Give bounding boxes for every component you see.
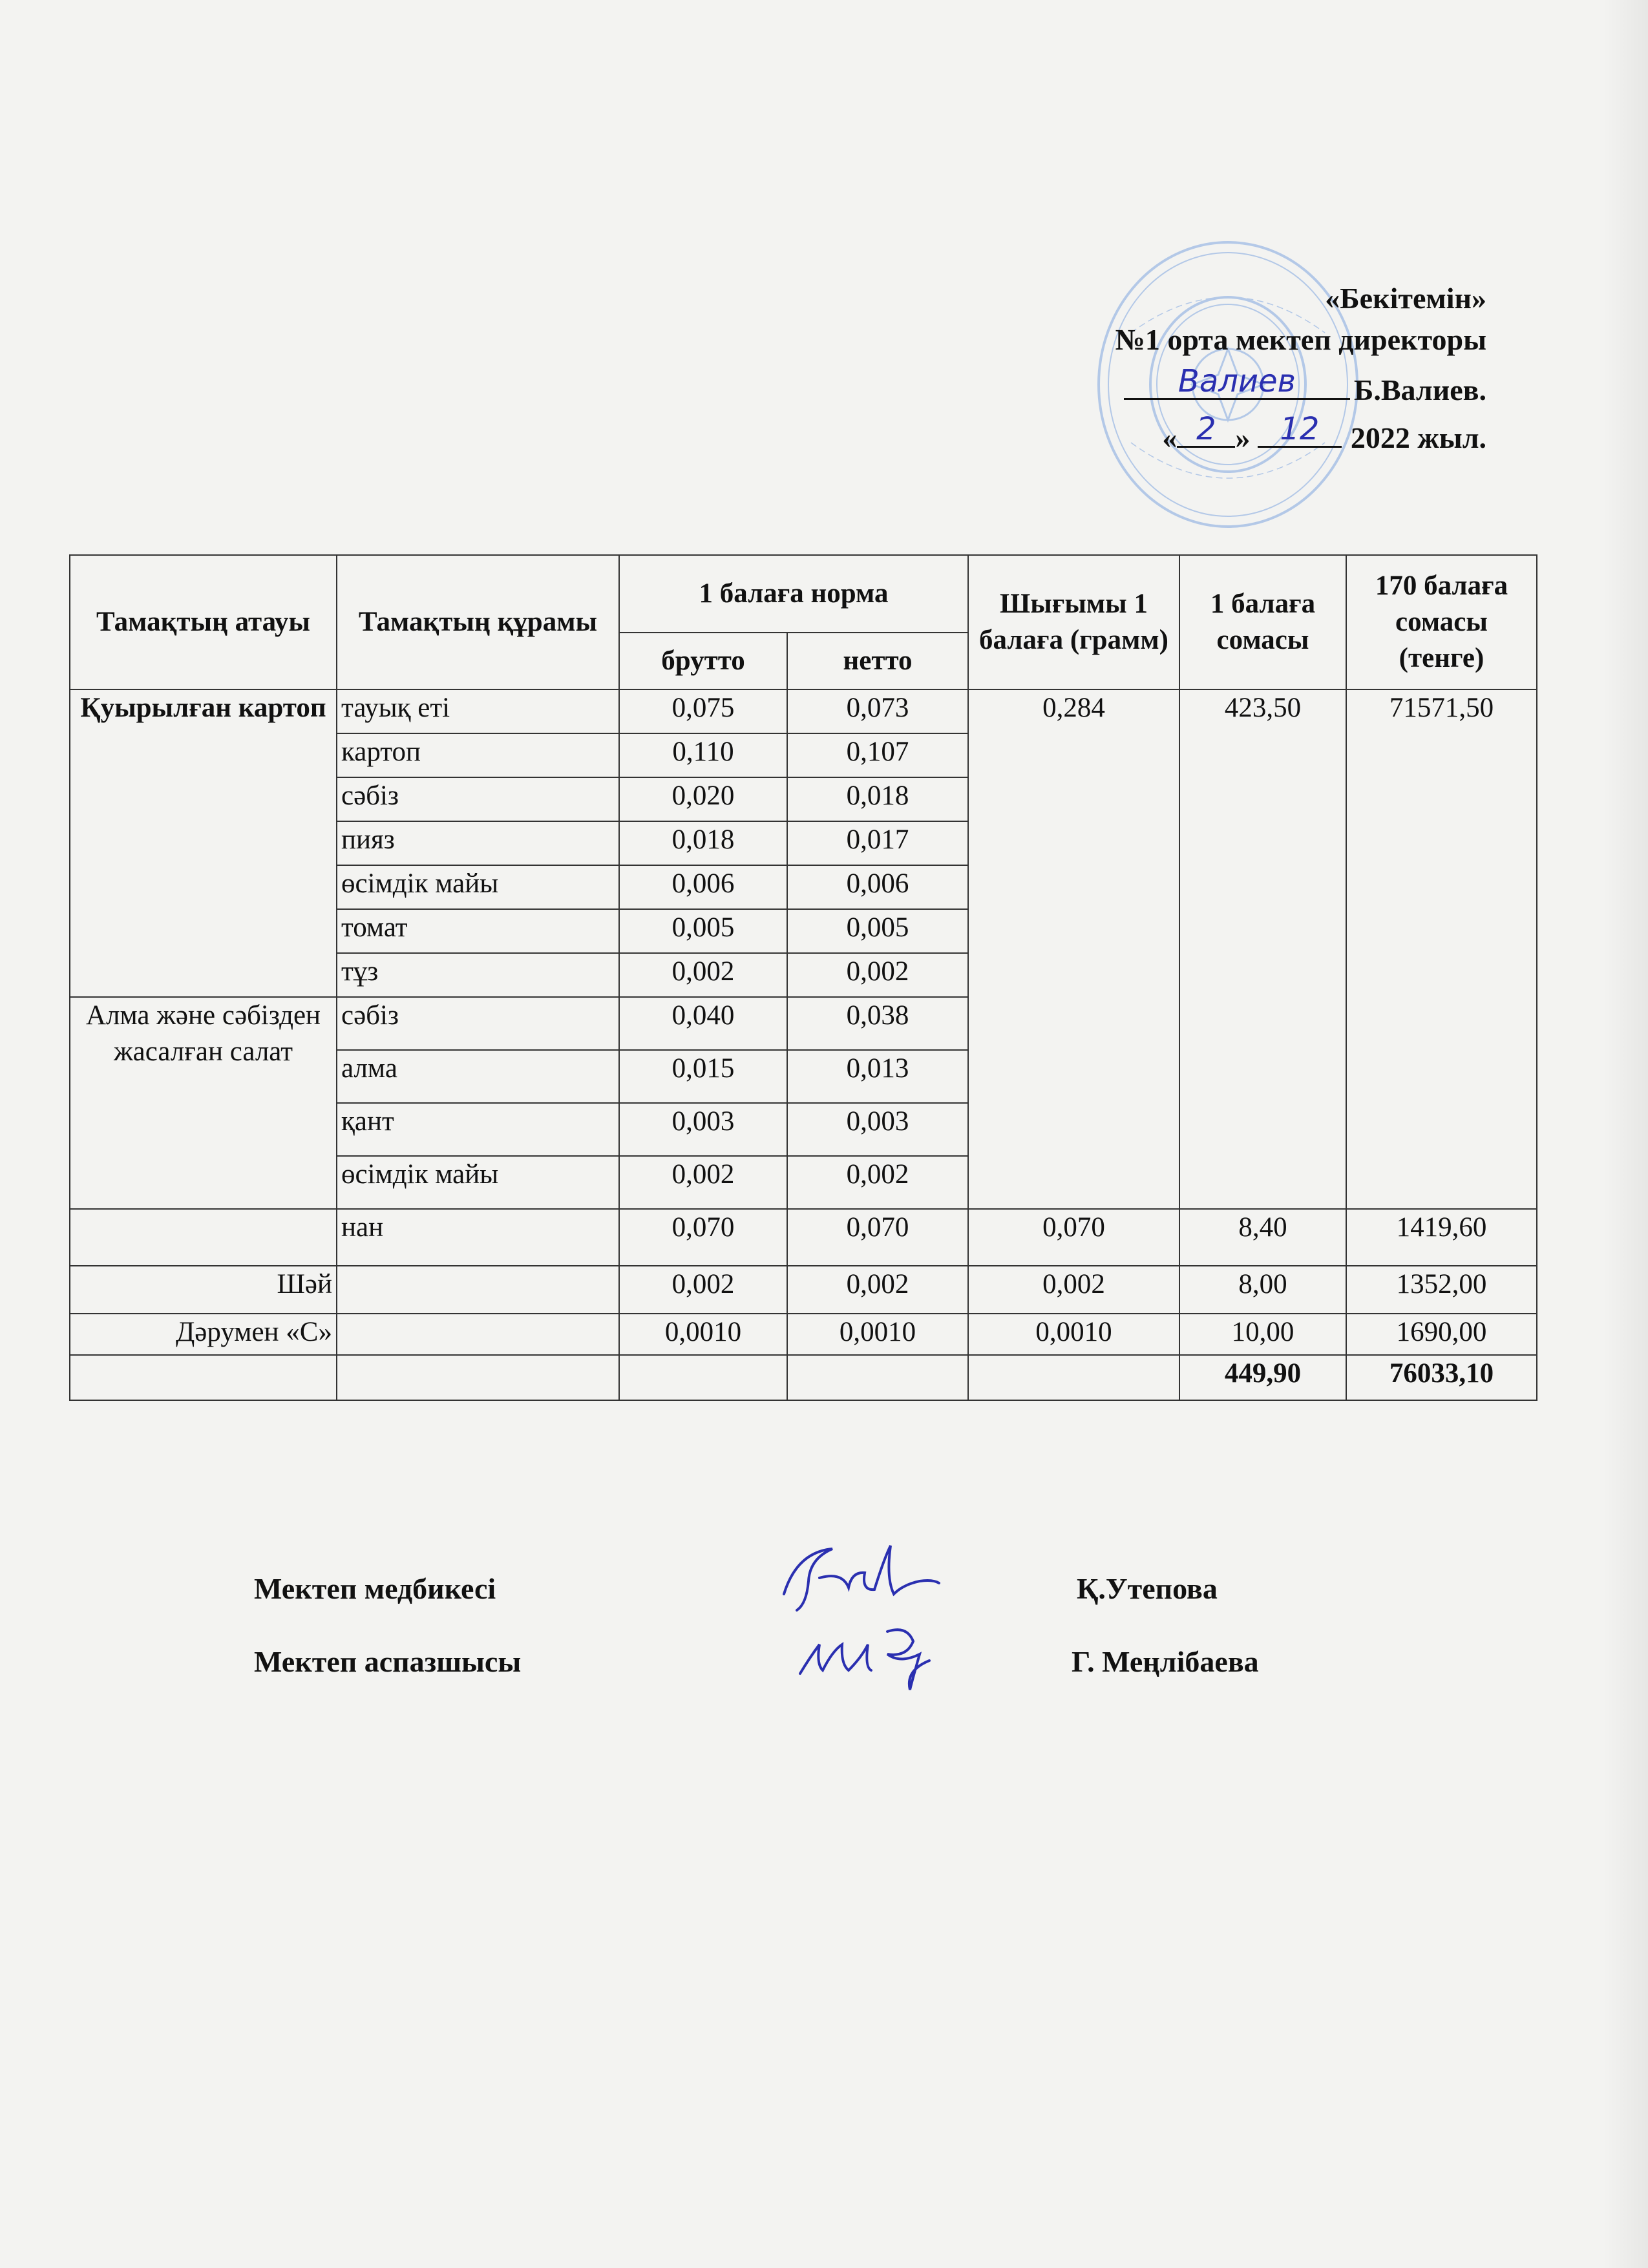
sum-one: 423,50: [1179, 689, 1346, 1209]
dish-name: [70, 1209, 337, 1266]
dish-name: Қуырылған картоп: [70, 689, 337, 997]
netto: 0,073: [787, 689, 968, 733]
total-sum-one: 449,90: [1179, 1355, 1346, 1400]
netto: 0,0010: [787, 1314, 968, 1355]
director-position: №1 орта мектеп директоры: [1115, 323, 1486, 356]
table-header-row: [70, 555, 1537, 633]
ingredient: қант: [337, 1103, 619, 1156]
brutto: 0,018: [619, 821, 787, 865]
brutto: 0,020: [619, 777, 787, 821]
table-total-row: [70, 1355, 1537, 1400]
table-row: [70, 1314, 1537, 1355]
director-signature: [1124, 361, 1350, 400]
ingredient: томат: [337, 909, 619, 953]
ingredient: алма: [337, 1050, 619, 1103]
yield: 0,070: [968, 1209, 1179, 1266]
brutto: 0,002: [619, 1266, 787, 1314]
page-edge-shadow: [1603, 0, 1648, 2268]
sum-one: 8,00: [1179, 1266, 1346, 1314]
nurse-name: Қ.Утепова: [1077, 1572, 1218, 1605]
date-month-field: [1258, 411, 1342, 448]
brutto: 0,040: [619, 997, 787, 1050]
empty-cell: [787, 1355, 968, 1400]
empty-cell: [619, 1355, 787, 1400]
ingredient: [337, 1266, 619, 1314]
sum-170: 71571,50: [1346, 689, 1537, 1209]
brutto: 0,006: [619, 865, 787, 909]
cook-role: Мектеп аспазшысы: [254, 1645, 522, 1678]
brutto: 0,0010: [619, 1314, 787, 1355]
ingredient: сәбіз: [337, 777, 619, 821]
netto: 0,006: [787, 865, 968, 909]
header-netto: нетто: [787, 633, 968, 689]
netto: 0,002: [787, 953, 968, 997]
yield: 0,0010: [968, 1314, 1179, 1355]
header-dish-name: Тамақтың атауы: [70, 555, 337, 689]
brutto: 0,002: [619, 953, 787, 997]
table-row: [70, 689, 1537, 733]
date-open-quote: «: [1162, 421, 1178, 454]
total-sum-170: 76033,10: [1346, 1355, 1537, 1400]
ingredient: өсімдік майы: [337, 1156, 619, 1209]
empty-cell: [337, 1355, 619, 1400]
approval-heading: «Бекітемін»: [1325, 282, 1486, 315]
header-composition: Тамақтың құрамы: [337, 555, 619, 689]
netto: 0,017: [787, 821, 968, 865]
header-brutto: брутто: [619, 633, 787, 689]
brutto: 0,070: [619, 1209, 787, 1266]
netto: 0,002: [787, 1156, 968, 1209]
ingredient: [337, 1314, 619, 1355]
header-sum-one: 1 балаға сомасы: [1179, 555, 1346, 689]
empty-cell: [968, 1355, 1179, 1400]
netto: 0,070: [787, 1209, 968, 1266]
date-day-field: [1177, 411, 1235, 448]
sum-170: 1352,00: [1346, 1266, 1537, 1314]
cook-name: Г. Меңлібаева: [1072, 1645, 1259, 1678]
ingredient: тұз: [337, 953, 619, 997]
director-signature-handwriting: Валиев: [1178, 363, 1296, 399]
ingredient: нан: [337, 1209, 619, 1266]
ingredient: картоп: [337, 733, 619, 777]
brutto: 0,015: [619, 1050, 787, 1103]
date-day: 2: [1196, 411, 1216, 447]
brutto: 0,005: [619, 909, 787, 953]
header-sum-170: 170 балаға сомасы (тенге): [1346, 555, 1537, 689]
menu-table: [69, 554, 1537, 1401]
brutto: 0,075: [619, 689, 787, 733]
table-row: [70, 1266, 1537, 1314]
yield: 0,284: [968, 689, 1179, 1209]
date-close-quote: »: [1235, 421, 1251, 454]
date-year: 2022 жыл.: [1350, 421, 1486, 454]
yield: 0,002: [968, 1266, 1179, 1314]
ingredient: тауық еті: [337, 689, 619, 733]
cook-signature-icon: [790, 1606, 971, 1703]
sum-170: 1419,60: [1346, 1209, 1537, 1266]
netto: 0,038: [787, 997, 968, 1050]
ingredient: өсімдік майы: [337, 865, 619, 909]
netto: 0,002: [787, 1266, 968, 1314]
netto: 0,013: [787, 1050, 968, 1103]
header-norm: 1 балаға норма: [619, 555, 968, 633]
sum-one: 8,40: [1179, 1209, 1346, 1266]
header-yield: Шығымы 1 балаға (грамм): [968, 555, 1179, 689]
netto: 0,107: [787, 733, 968, 777]
ingredient: сәбіз: [337, 997, 619, 1050]
netto: 0,005: [787, 909, 968, 953]
dish-name: Дәрумен «С»: [70, 1314, 337, 1355]
sum-170: 1690,00: [1346, 1314, 1537, 1355]
brutto: 0,003: [619, 1103, 787, 1156]
signature-row-cook: [254, 1644, 1353, 1703]
ingredient: пияз: [337, 821, 619, 865]
sum-one: 10,00: [1179, 1314, 1346, 1355]
brutto: 0,002: [619, 1156, 787, 1209]
date-month: 12: [1280, 411, 1320, 447]
netto: 0,018: [787, 777, 968, 821]
nurse-role: Мектеп медбикесі: [254, 1572, 496, 1605]
approval-block: [905, 278, 1486, 459]
approval-date: [905, 411, 1486, 459]
empty-cell: [70, 1355, 337, 1400]
director-name: Б.Валиев.: [1353, 373, 1486, 406]
dish-name: Алма және сәбізден жасалған салат: [70, 997, 337, 1209]
dish-name: Шәй: [70, 1266, 337, 1314]
table-row: [70, 1209, 1537, 1266]
brutto: 0,110: [619, 733, 787, 777]
netto: 0,003: [787, 1103, 968, 1156]
director-signature-line: [905, 361, 1486, 411]
